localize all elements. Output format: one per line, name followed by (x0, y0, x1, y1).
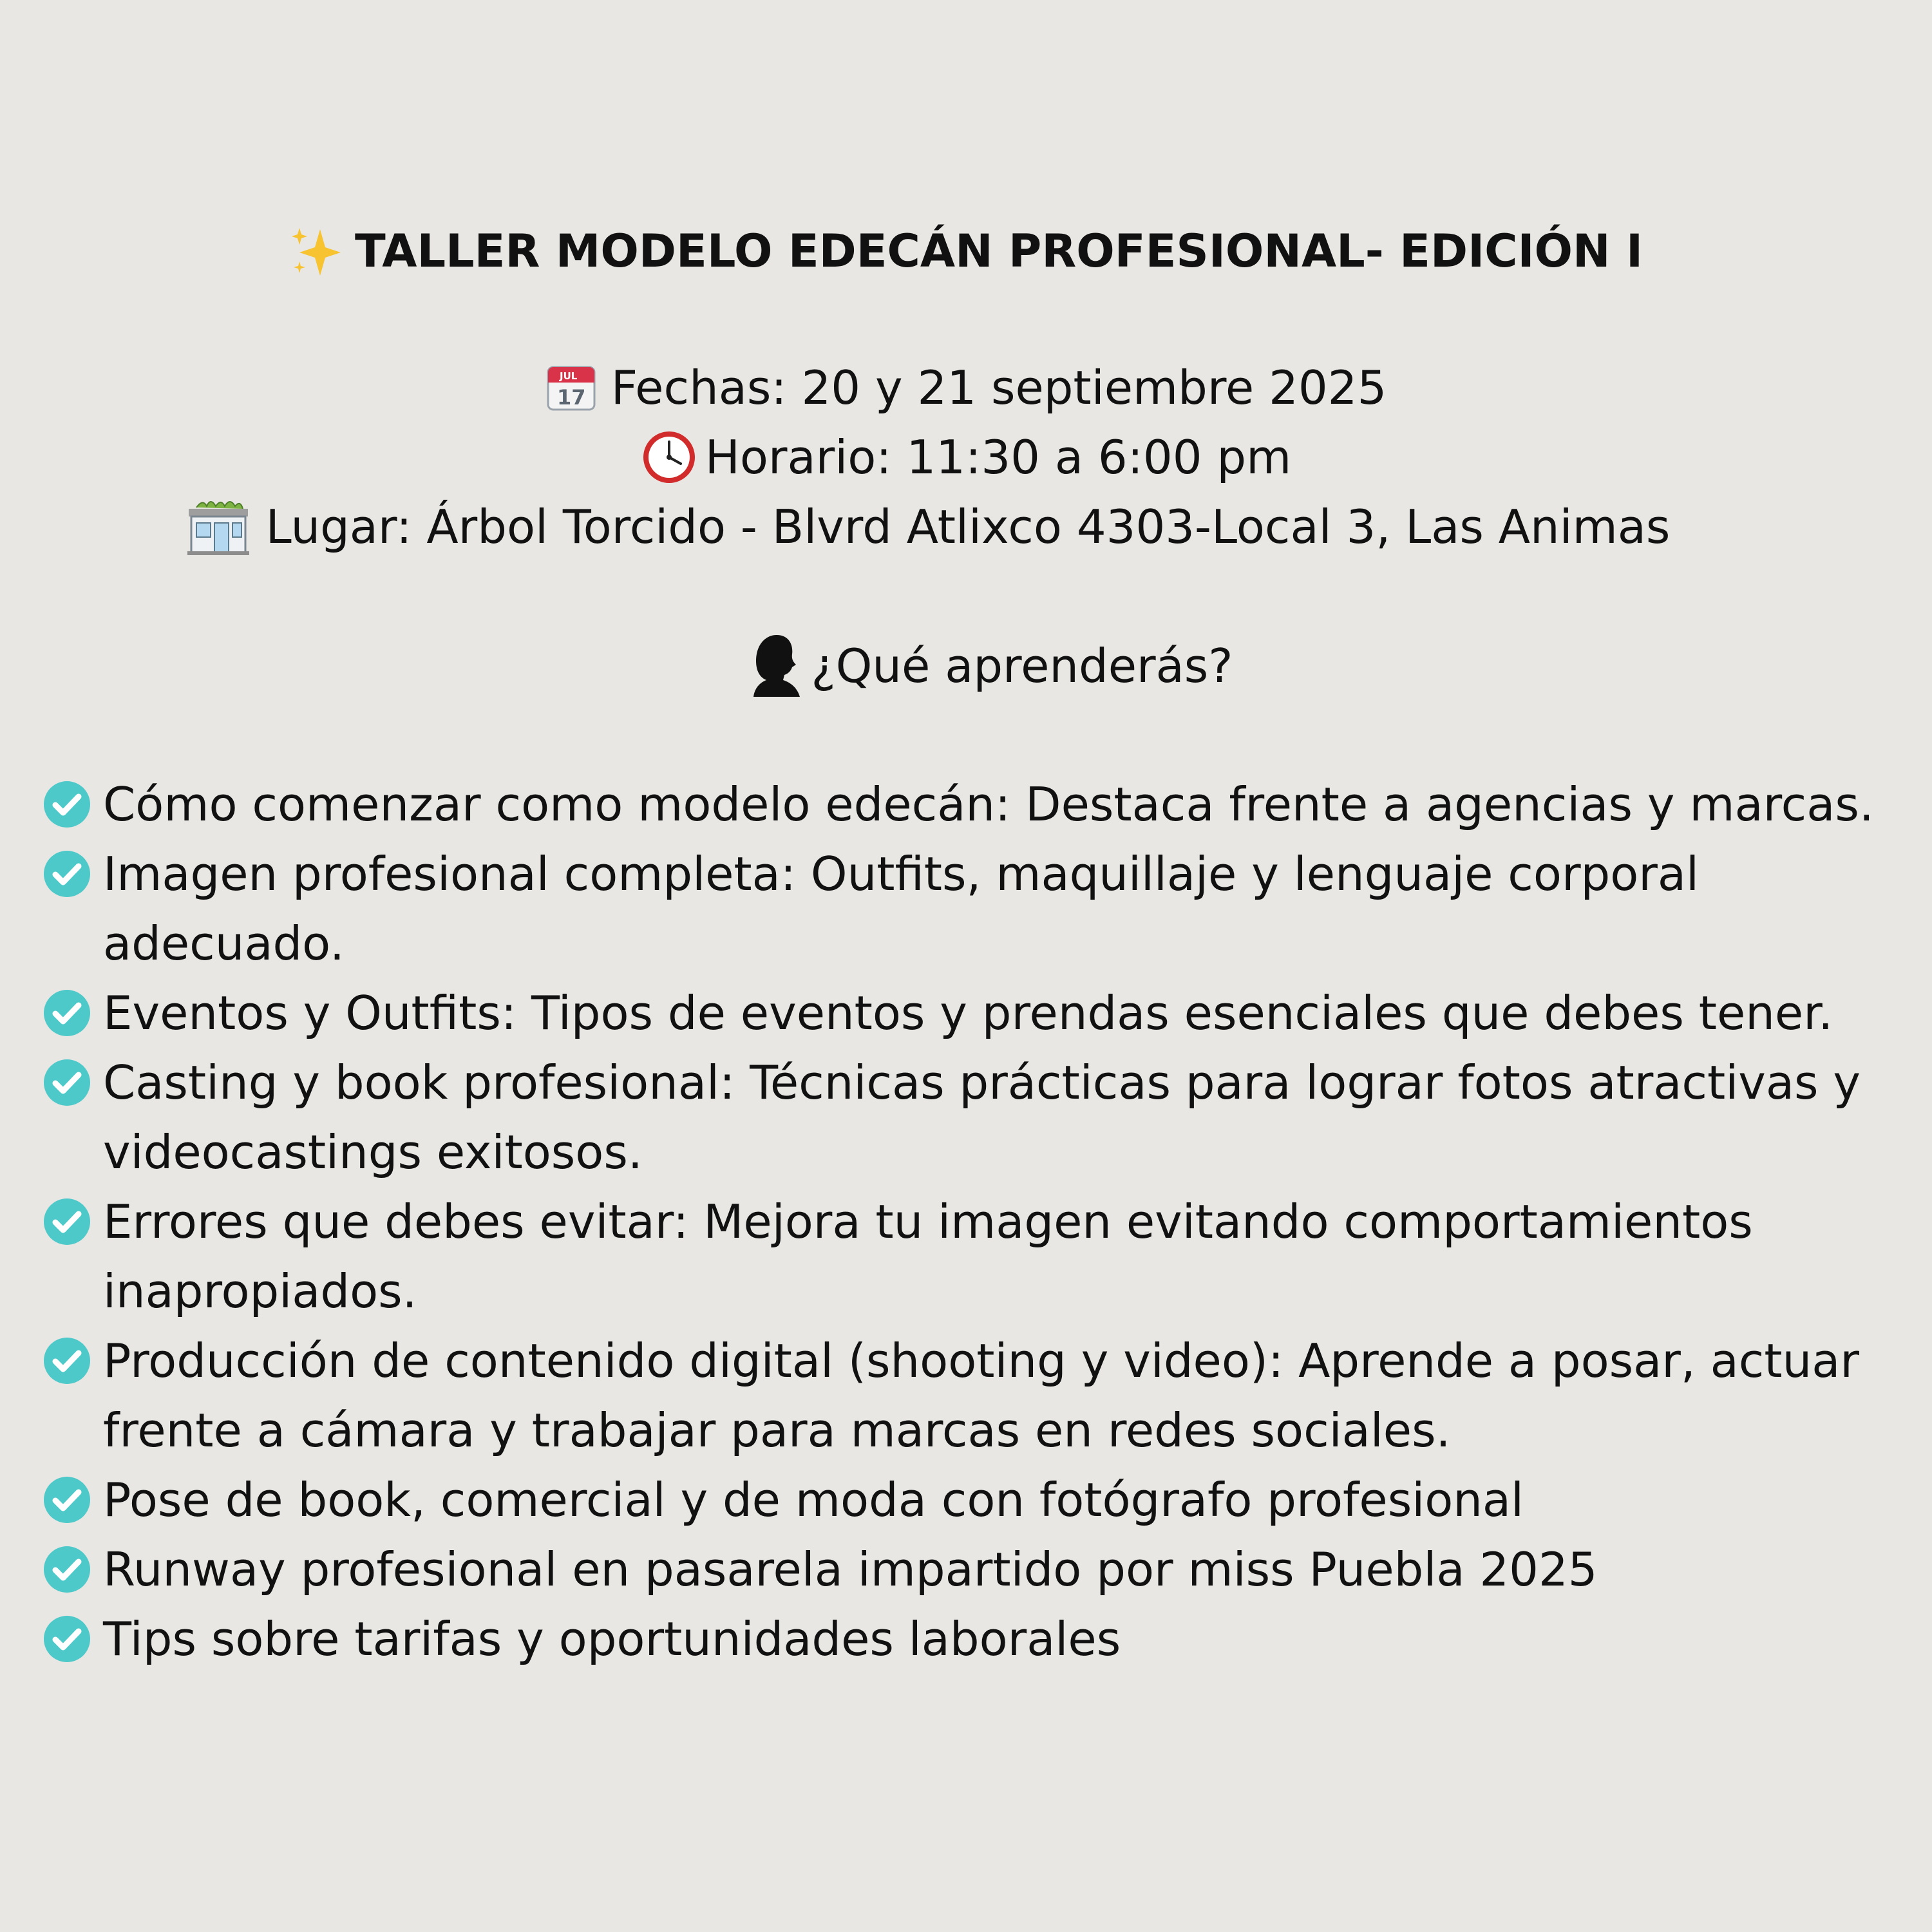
dates-text: Fechas: 20 y 21 septiembre 2025 (611, 361, 1387, 415)
location-text: Lugar: Árbol Torcido - Blvrd Atlixco 4303-Local 3, Las Animas (265, 500, 1671, 554)
list-item-text: Tips sobre tarifas y oportunidades laborales (103, 1612, 1121, 1666)
sparkles-icon (289, 224, 343, 278)
schedule-row (0, 425, 1932, 489)
list-item (39, 1465, 1906, 1535)
location-row (0, 495, 1893, 559)
svg-text:17: 17 (556, 385, 586, 410)
schedule-text: Horario: 11:30 a 6:00 pm (705, 430, 1292, 484)
list-item (39, 839, 1906, 978)
check-circle-icon (43, 1615, 91, 1663)
list-item-text: Eventos y Outfits: Tipos de eventos y prendas esenciales que debes tener. (103, 986, 1833, 1040)
check-circle-icon (43, 1475, 91, 1524)
woman-silhouette-icon (751, 632, 802, 699)
list-item-text: Imagen profesional completa: Outfits, maquillaje y lenguaje corporal adecuado. (103, 847, 1700, 971)
list-item-text: Pose de book, comercial y de moda con fotógrafo profesional (103, 1473, 1524, 1527)
calendar-icon (545, 362, 597, 413)
check-circle-icon (43, 1545, 91, 1594)
list-item-text: Errores que debes evitar: Mejora tu imagen evitando comportamientos inapropiados. (103, 1195, 1753, 1318)
list-item-text: Cómo comenzar como modelo edecán: Destaca frente a agencias y marcas. (103, 777, 1874, 831)
page-title: TALLER MODELO EDECÁN PROFESIONAL- EDICIÓN I (354, 225, 1643, 278)
check-circle-icon (43, 1336, 91, 1385)
dates-row (0, 355, 1932, 420)
check-circle-icon (43, 1197, 91, 1246)
list-item (39, 1326, 1906, 1465)
topics-list (39, 770, 1906, 1674)
shop-building-icon (185, 496, 252, 558)
list-item (39, 1604, 1906, 1674)
clock-icon (641, 429, 697, 486)
list-item (39, 1535, 1906, 1604)
list-item (39, 1187, 1906, 1326)
list-item-text: Producción de contenido digital (shooting y video): Aprende a posar, actuar frente a cámara y trabajar para marcas en redes sociales. (103, 1334, 1859, 1457)
list-item (39, 1048, 1906, 1187)
list-item (39, 978, 1906, 1048)
svg-text:JUL: JUL (559, 370, 578, 382)
check-circle-icon (43, 989, 91, 1037)
list-item (39, 770, 1906, 839)
check-circle-icon (43, 780, 91, 829)
list-item-text: Casting y book profesional: Técnicas prácticas para lograr fotos atractivas y videocastings exitosos. (103, 1056, 1861, 1179)
check-circle-icon (43, 849, 91, 898)
list-item-text: Runway profesional en pasarela impartido por miss Puebla 2025 (103, 1542, 1598, 1596)
check-circle-icon (43, 1058, 91, 1107)
title-row (0, 219, 1932, 283)
learn-heading-row (26, 634, 1932, 698)
learn-heading: ¿Qué aprenderás? (811, 639, 1233, 693)
